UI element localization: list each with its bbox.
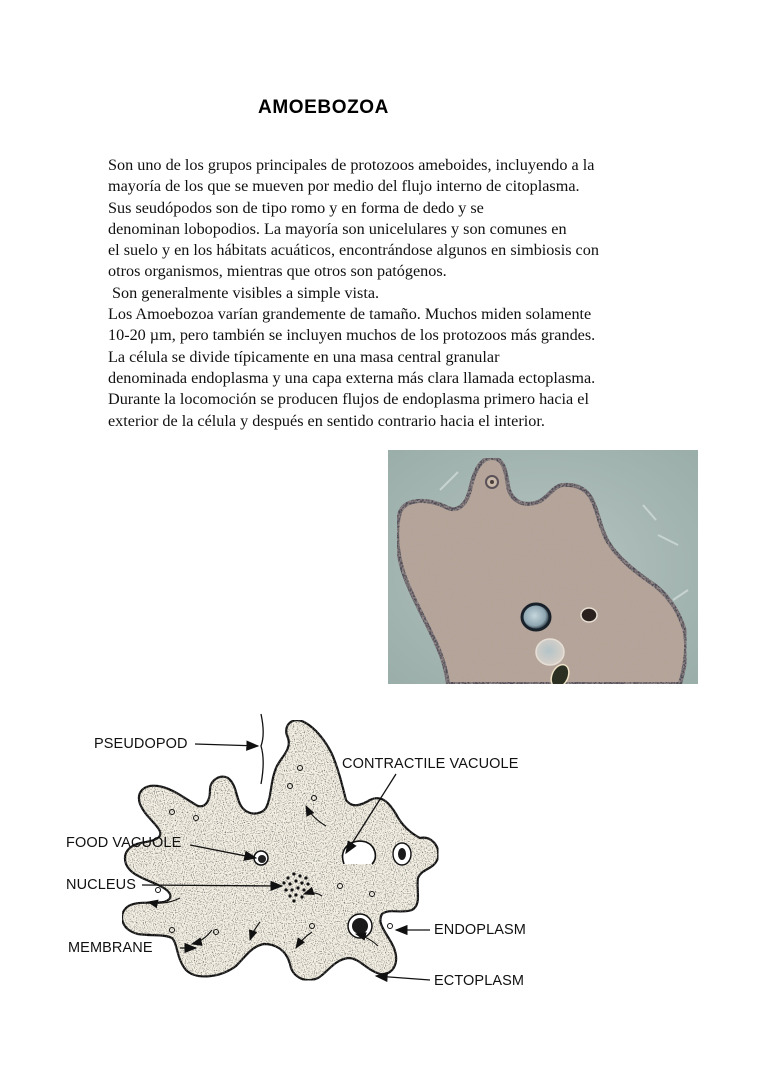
amoeba-micrograph-image — [388, 450, 698, 684]
label-pseudopod: PSEUDOPOD — [94, 736, 188, 752]
paragraph-line: Son uno de los grupos principales de protozoos ameboides, incluyendo a la — [108, 156, 595, 174]
paragraph-line: mayoría de los que se mueven por medio del flujo interno de citoplasma. — [108, 177, 580, 196]
paragraph-line: Son generalmente visibles a simple vista. — [108, 283, 380, 302]
paragraph-line: Durante la locomoción se producen flujos de endoplasma primero hacia el — [108, 390, 589, 409]
label-contractile-vacuole: CONTRACTILE VACUOLE — [342, 756, 519, 772]
amoeba-labeled-diagram — [60, 708, 560, 1008]
paragraph-line: exterior de la célula y después en sentido contrario hacia el interior. — [108, 411, 545, 430]
label-food-vacuole: FOOD VACUOLE — [66, 835, 182, 851]
body-paragraph — [108, 155, 688, 432]
label-nucleus: NUCLEUS — [66, 877, 136, 893]
label-ectoplasm: ECTOPLASM — [434, 973, 525, 989]
paragraph-line: otros organismos, mientras que otros son patógenos. — [108, 262, 447, 281]
paragraph-line: La célula se divide típicamente en una masa central granular — [108, 347, 500, 366]
paragraph-line: Los Amoebozoa varían grandemente de tamaño. Muchos miden solamente — [108, 305, 592, 324]
page-title: AMOEBOZOA — [258, 97, 390, 118]
paragraph-line: denominan lobopodios. La mayoría son unicelulares y son comunes en — [108, 219, 567, 238]
paragraph-line: denominada endoplasma y una capa externa más clara llamada ectoplasma. — [108, 368, 596, 387]
paragraph-line: 10-20 µm, pero también se incluyen muchos de los protozoos más grandes. — [108, 326, 596, 345]
label-endoplasm: ENDOPLASM — [434, 922, 526, 938]
paragraph-line: Sus seudópodos son de tipo romo y en forma de dedo y se — [108, 198, 484, 217]
paragraph-line: el suelo y en los hábitats acuáticos, encontrándose algunos en simbiosis con — [108, 241, 599, 260]
label-membrane: MEMBRANE — [68, 940, 153, 956]
